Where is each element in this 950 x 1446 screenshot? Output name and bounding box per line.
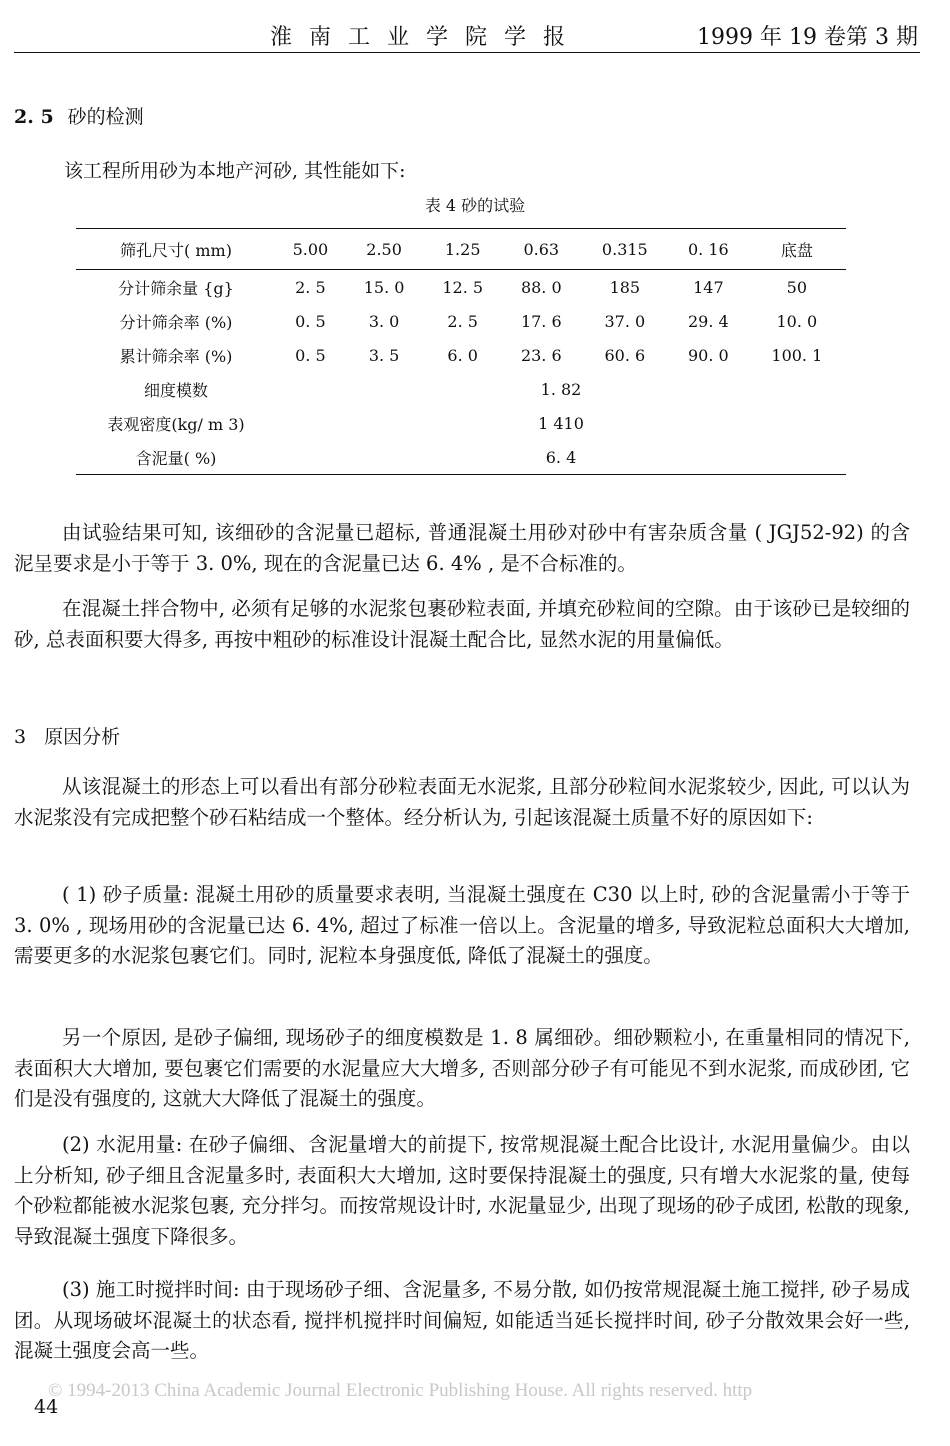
section-number: 2. 5 [14,106,54,128]
table-caption: 表 4 砂的试验 [424,196,526,215]
table-header-cell: 1.25 [423,229,502,270]
section-heading-2-5 [14,102,144,129]
table-cell: 6. 0 [447,345,478,365]
table-row [76,372,846,406]
running-header [14,18,920,53]
table-row [76,304,846,338]
table-cell: 23. 6 [520,345,562,365]
fineness-label: 细度模数 [143,380,208,400]
table-cell: 3. 0 [368,311,400,331]
table-header-cell: 0.63 [502,229,581,270]
mud-content-label: 含泥量( %) [76,440,276,475]
table-cell: 88. 0 [520,277,562,297]
table-cell: 2. 5 [447,311,478,331]
sand-test-table [76,228,846,475]
table-cell: 3. 5 [368,345,400,365]
table-header-cell: 0. 16 [669,229,748,270]
table-cell: 12. 5 [442,277,484,297]
table-cell: 15. 0 [363,277,405,297]
fineness-value: 1. 82 [540,379,582,399]
paragraph: ( 1) 砂子质量: 混凝土用砂的质量要求表明, 当混凝土强度在 C30 以上时, 砂的含泥量需小于等于 3. 0% , 现场用砂的含泥量已达 6. 4%, 超过了标准一倍以上。含泥量的增多, 导致泥粒总面积大大增加, 需要更多的水泥浆包裹它们。同时, 泥粒本身强度低, 降低了混凝土的强度。 [14,883,910,967]
density-value: 1 410 [538,413,584,433]
issue-info: 1999 年 19 卷第 3 期 [697,25,918,50]
intro-sentence: 该工程所用砂为本地产河砂, 其性能如下: [64,160,406,182]
paragraph: 从该混凝土的形态上可以看出有部分砂粒表面无水泥浆, 且部分砂粒间水泥浆较少, 因此, 可以认为水泥浆没有完成把整个砂石粘结成一个整体。经分析认为, 引起该混凝土质量不好的原因如下: [14,775,910,829]
page-number: 44 [34,1396,59,1418]
section-heading-3 [14,722,120,749]
table-cell: 100. 1 [771,345,823,365]
table-cell: 分计筛余率 (%) [119,312,233,332]
table-cell: 0. 5 [295,345,326,365]
paragraph: (3) 施工时搅拌时间: 由于现场砂子细、含泥量多, 不易分散, 如仍按常规混凝土施工搅拌, 砂子易成团。从现场破坏混凝土的状态看, 搅拌机搅拌时间偏短, 如能适当延长搅拌时间, 砂子分散效果会好一些, 混凝土强度会高一些。 [14,1278,910,1362]
table-header-row [76,229,846,270]
table-cell: 90. 0 [688,345,729,365]
table-cell: 37. 0 [604,311,646,331]
section-title: 砂的检测 [67,106,144,128]
table-cell: 0. 5 [295,311,326,331]
table-header-cell: 5.00 [276,229,345,270]
table-cell: 10. 0 [776,311,818,331]
table-cell: 2. 5 [295,277,326,297]
table-header-cell: 筛孔尺寸( mm) [76,229,276,270]
table-cell: 50 [786,277,808,297]
table-cell: 185 [609,277,641,297]
section-title: 原因分析 [44,726,121,748]
table-row [76,270,846,305]
density-label: 表观密度(kg/ m 3) [107,414,245,434]
table-cell: 29. 4 [688,311,729,331]
section-number: 3 [14,726,27,748]
table-row [76,440,846,475]
mud-content-value: 6. 4 [276,440,846,475]
table-cell: 分计筛余量 {g} [118,278,234,298]
table-cell: 累计筛余率 (%) [119,346,233,366]
table-cell: 17. 6 [520,311,562,331]
copyright-footer: © 1994-2013 China Academic Journal Electronic Publishing House. All rights reserved. http [48,1380,753,1401]
table-row [76,406,846,440]
paragraph: (2) 水泥用量: 在砂子偏细、含泥量增大的前提下, 按常规混凝土配合比设计, 水泥用量偏少。由以上分析知, 砂子细且含泥量多时, 表面积大大增加, 这时要保持混凝土的强度, 只有增大水泥浆的量, 使每个砂粒都能被水泥浆包裹, 充分拌匀。而按常规设计时, 水泥量显少, 出现了现场的砂子成团, 松散的现象, 导致混凝土强度下降很多。 [14,1133,910,1248]
table-header-cell: 底盘 [748,229,846,270]
table-cell: 60. 6 [604,345,646,365]
journal-title: 淮 南 工 业 学 院 学 报 [270,25,570,50]
table-header-cell: 2.50 [345,229,424,270]
table-row [76,338,846,372]
table-cell: 147 [693,277,724,297]
paragraph: 在混凝土拌合物中, 必须有足够的水泥浆包裹砂粒表面, 并填充砂粒间的空隙。由于该砂已是较细的砂, 总表面积要大得多, 再按中粗砂的标准设计混凝土配合比, 显然水泥的用量偏低。 [14,597,910,651]
table-header-cell: 0.315 [581,229,669,270]
paragraph: 另一个原因, 是砂子偏细, 现场砂子的细度模数是 1. 8 属细砂。细砂颗粒小, 在重量相同的情况下, 表面积大大增加, 要包裹它们需要的水泥量应大大增多, 否则部分砂子有可能见不到水泥浆, 而成砂团, 它们是没有强度的, 这就大大降低了混凝土的强度。 [14,1026,910,1110]
paragraph: 由试验结果可知, 该细砂的含泥量已超标, 普通混凝土用砂对砂中有害杂质含量 ( JGJ52-92) 的含泥呈要求是小于等于 3. 0%, 现在的含泥量已达 6. 4% , 是不合标准的。 [14,521,910,575]
